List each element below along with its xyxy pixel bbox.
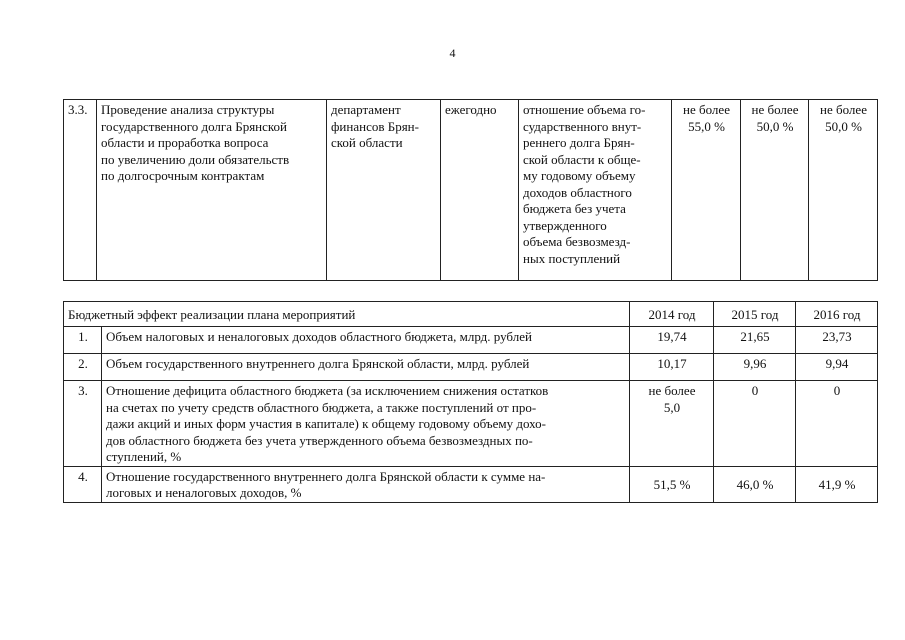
page-number: 4 — [449, 46, 456, 60]
year-2014-header: 2014 год — [630, 302, 714, 327]
table-row — [64, 354, 878, 381]
row-description: Отношение дефицита областного бюджета (за исключением снижения остатков на счетах по учету средств областного бюджета, а также поступлений от про- дажи акций и иных форм участия в капитале) к общему годовому объему дохо- дов областного бюджета без учета утвержденного объема безвозмездных по- ступлений, % — [102, 381, 630, 467]
value-2014: 51,5 % — [630, 466, 714, 502]
row-number: 2. — [64, 354, 102, 381]
table-row — [64, 327, 878, 354]
measure-value-2015: не более 50,0 % — [741, 100, 809, 281]
row-number: 3. — [64, 381, 102, 467]
row-description: Объем налоговых и неналоговых доходов областного бюджета, млрд. рублей — [102, 327, 630, 354]
value-2015: 21,65 — [714, 327, 796, 354]
effect-title: Бюджетный эффект реализации плана мероприятий — [64, 302, 630, 327]
value-2016: 23,73 — [796, 327, 878, 354]
measure-value-2016: не более 50,0 % — [809, 100, 878, 281]
value-2014: 19,74 — [630, 327, 714, 354]
year-2015-header: 2015 год — [714, 302, 796, 327]
row-number: 4. — [64, 466, 102, 502]
measure-row — [64, 100, 878, 281]
value-2016: 9,94 — [796, 354, 878, 381]
budget-effect-table — [63, 301, 878, 503]
row-description: Отношение государственного внутреннего долга Брянской области к сумме на- логовых и неналоговых доходов, % — [102, 466, 630, 502]
measure-activity: Проведение анализа структуры государственного долга Брянской области и проработка вопроса по увеличению доли обязательств по долгосрочным контрактам — [97, 100, 327, 281]
measure-indicator: отношение объема го- сударственного внут- реннего долга Брян- ской области к обще- му годовому объему доходов областного бюджета без учета утвержденного объема безвозмезд- ных поступлений — [519, 100, 672, 281]
measure-period: ежегодно — [441, 100, 519, 281]
value-2014: не более 5,0 — [630, 381, 714, 467]
year-2016-header: 2016 год — [796, 302, 878, 327]
measure-table — [63, 99, 878, 281]
effect-header-row — [64, 302, 878, 327]
value-2016: 0 — [796, 381, 878, 467]
value-2016: 41,9 % — [796, 466, 878, 502]
measure-number: 3.3. — [64, 100, 97, 281]
table-row — [64, 466, 878, 502]
value-2015: 46,0 % — [714, 466, 796, 502]
row-number: 1. — [64, 327, 102, 354]
measure-value-2014: не более 55,0 % — [672, 100, 741, 281]
measure-executor: департамент финансов Брян- ской области — [327, 100, 441, 281]
value-2015: 9,96 — [714, 354, 796, 381]
value-2015: 0 — [714, 381, 796, 467]
table-row — [64, 381, 878, 467]
row-description: Объем государственного внутреннего долга Брянской области, млрд. рублей — [102, 354, 630, 381]
value-2014: 10,17 — [630, 354, 714, 381]
